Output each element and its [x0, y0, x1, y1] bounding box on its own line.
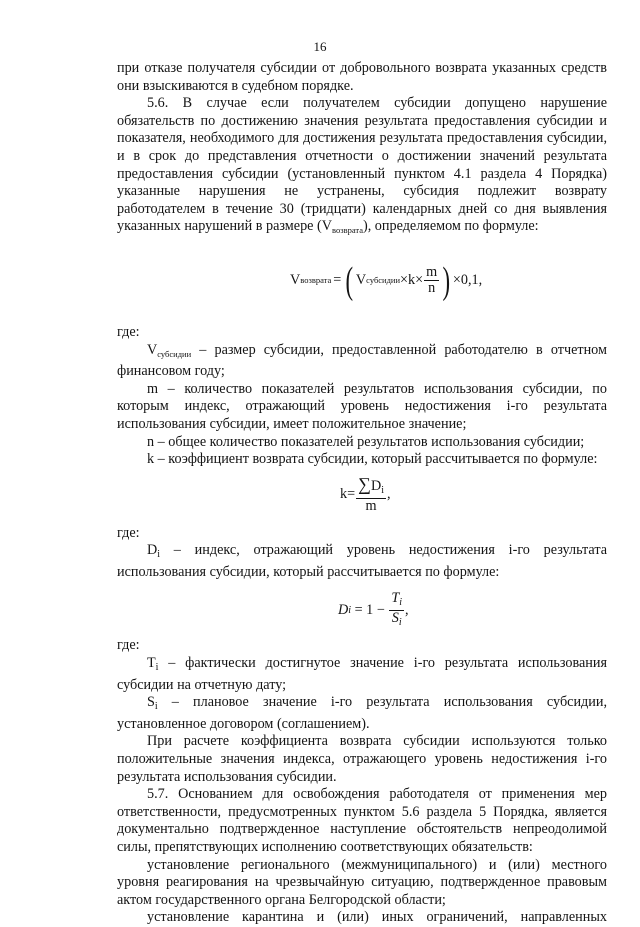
paragraph-calculation: При расчете коэффициента возврата субсидии используются только положительные значения индекса, отражающего уровень недостижения i-го результата использования субсидии.	[117, 733, 607, 785]
paragraph-5-7: 5.7. Основанием для освобождения работодателя от применения мер ответственности, предусмотренных пунктом 5.6 раздела 5 Порядка, является документально подтвержденное наступление обстоятельств непреодолимой силы, препятствующих исполнению соответствующих обязательств:	[117, 786, 607, 855]
where-label-3: где:	[117, 637, 140, 654]
list-item-regional-response: установление регионального (межмуниципального) и (или) местного уровня реагирования на чрезвычайную ситуацию, подтвержденное правовым актом государственного органа Белгородской области;	[117, 856, 607, 908]
definition-m: m – количество показателей результатов использования субсидии, по которым индекс, отражающий уровень недостижения i-го результата использования субсидии, имеет положительное значение;	[117, 380, 607, 432]
document-body	[117, 60, 607, 927]
list-item-quarantine: установление карантина и (или) иных ограничений, направленных	[147, 909, 607, 926]
definition-v-subsidy: $V_{субсидии}$ – размер субсидии, предоставленной работодателю в отчетном финансовом году;	[117, 341, 607, 380]
definition-t: $T_i$ – фактически достигнутое значение i-го результата использования субсидии на отчетную дату;	[117, 655, 607, 693]
definition-k: k – коэффициент возврата субсидии, который рассчитывается по формуле:	[147, 451, 598, 468]
formula-index-d: D i = 1 − $\frac{T_i}{S_i}$ ,	[338, 590, 409, 629]
definition-n: n – общее количество показателей результатов использования субсидии;	[147, 433, 585, 450]
formula-coefficient-k: k= $\frac{\sum D_i}{m}$ ,	[340, 473, 391, 514]
where-label-2: где:	[117, 524, 140, 541]
paragraph-refusal: при отказе получателя субсидии от добровольного возврата указанных средств они взыскиваются в судебном порядке.	[117, 60, 607, 94]
paragraph-5-6: 5.6. В случае если получателем субсидии допущено нарушение обязательств по достижению значения результата предоставления субсидии и показателя, необходимого для достижения результата предоставления субсидии, и в срок до представления отчетности о достижении значений результата предоставления субсидии (установленный пунктом 4.1 раздела 4 Порядка) указанные нарушения не устранены, субсидия подлежит возврату работодателем в течение 30 (тридцати) календарных дней со дня выявления указанных нарушений в размере $(V_{возврата})$, определяемом по формуле:	[117, 95, 607, 236]
definition-s: $S_i$ – плановое значение i-го результата использования субсидии, установленное договором (соглашением).	[117, 694, 607, 732]
formula-return-amount: V возврата = ( V субсидии ×k× $\frac{m}{n}$ ) ×0,1,	[290, 259, 483, 302]
page-number: 16	[313, 39, 327, 54]
definition-d: $D_i$ – индекс, отражающий уровень недостижения i-го результата использования субсидии, который рассчитывается по формуле:	[117, 542, 607, 580]
where-label-1: где:	[117, 323, 140, 340]
